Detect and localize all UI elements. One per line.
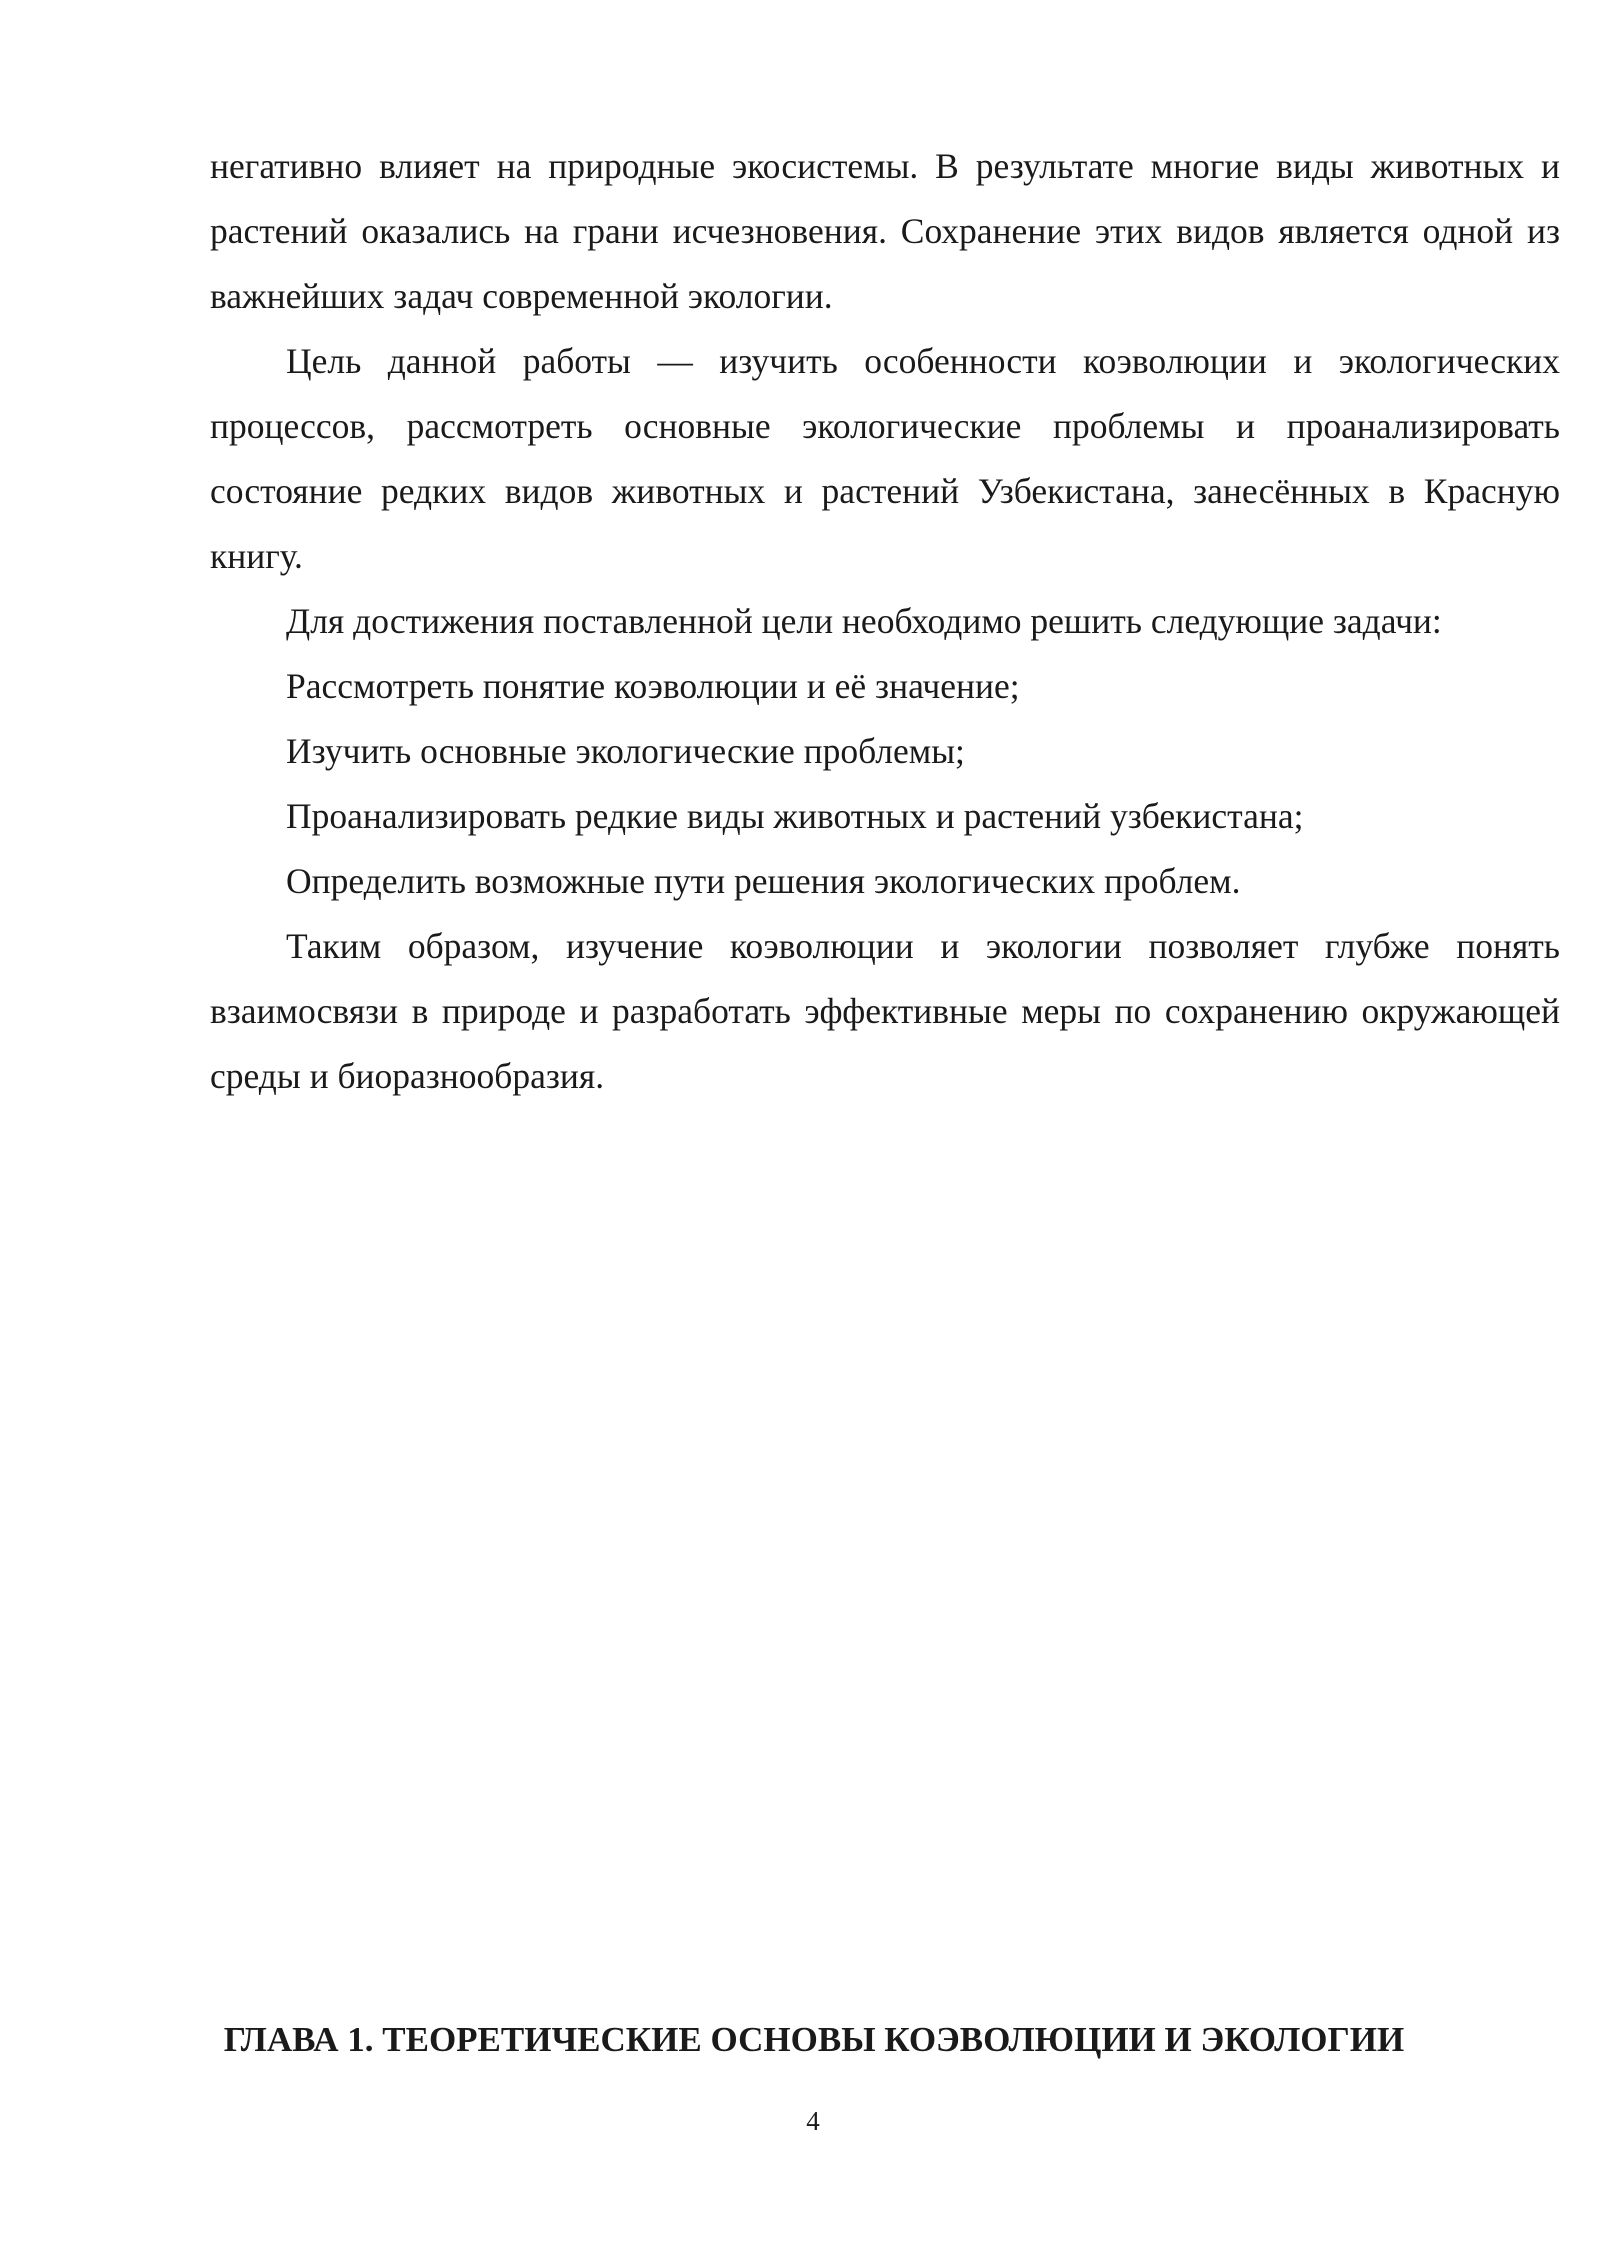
body-text: [210, 134, 1560, 1109]
paragraph-tasks-intro: Для достижения поставленной цели необходимо решить следующие задачи:: [286, 601, 1442, 641]
task-item-4: Определить возможные пути решения экологических проблем.: [286, 861, 1241, 901]
chapter-heading: ГЛАВА 1. ТЕОРЕТИЧЕСКИЕ ОСНОВЫ КОЭВОЛЮЦИИ И ЭКОЛОГИИ: [223, 2020, 1405, 2059]
paragraph-goal: Цель данной работы — изучить особенности коэволюции и экологических процессов, рассмотреть основные экологические проблемы и проанализировать состояние редких видов животных и растений Узбекистана, занесённых в Красную книгу.: [210, 341, 1560, 576]
task-item-2: Изучить основные экологические проблемы;: [286, 731, 965, 771]
page-number: 4: [806, 2106, 820, 2136]
task-item-1: Рассмотреть понятие коэволюции и её значение;: [286, 666, 1020, 706]
paragraph-conclusion: Таким образом, изучение коэволюции и экологии позволяет глубже понять взаимосвязи в природе и разработать эффективные меры по сохранению окружающей среды и биоразнообразия.: [210, 926, 1560, 1096]
task-item-3: Проанализировать редкие виды животных и растений узбекистана;: [286, 796, 1304, 836]
paragraph-continuation: негативно влияет на природные экосистемы. В результате многие виды животных и растений оказались на грани исчезновения. Сохранение этих видов является одной из важнейших задач современной экологии.: [210, 146, 1560, 316]
